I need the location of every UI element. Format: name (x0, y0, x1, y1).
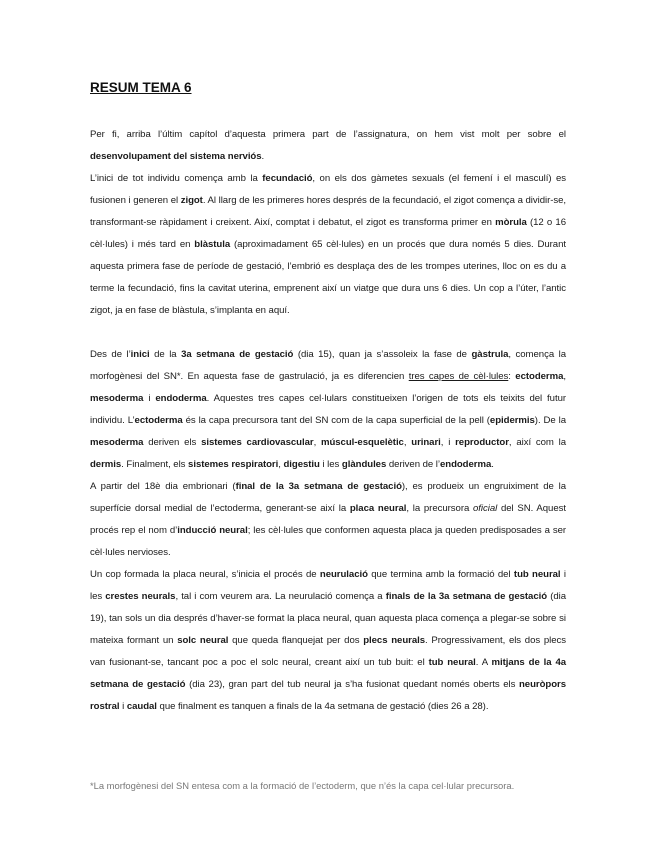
bold-text: 3a setmana de gestació (181, 349, 294, 360)
bold-text: epidermis (489, 415, 535, 426)
text-run: . Progressivament, els dos plecs van fusionant-se, tancant poc a poc el solc neural, creant així un tub buit: el (90, 635, 566, 668)
bold-text: mòrula (495, 217, 527, 228)
bold-text: crestes neurals (105, 591, 176, 602)
document-body (90, 124, 566, 718)
text-run: és la capa precursora tant del SN com de la capa superficial de la pell ( (182, 415, 490, 426)
bold-text: solc neural (177, 635, 229, 646)
text-run: . Aquestes tres capes cel·lulars constitueixen l’origen de tots els teixits del futur individu. L’ (90, 393, 567, 426)
text-run: i les (319, 459, 342, 470)
bold-text: inici (130, 349, 150, 360)
text-run: Per fi, arriba l’últim capítol d’aquesta primera part de l’assignatura, on hem vist molt per sobre el (90, 129, 566, 140)
text-run: , la precursora (406, 503, 474, 514)
bold-text: blàstula (194, 239, 231, 250)
bold-text: reproductor (455, 437, 509, 448)
text-run: ; les cèl·lules que conformen aquesta placa ja queden predisposades a ser cèl·lules nervioses. (90, 525, 567, 558)
text-run: i (143, 393, 156, 404)
text-run: . (261, 151, 265, 162)
paragraph-neural-plate (90, 476, 566, 564)
bold-text: plecs neurals (363, 635, 426, 646)
text-run: . A (475, 657, 492, 668)
bold-text: dermis (90, 459, 122, 470)
text-run: deriven els (143, 437, 202, 448)
text-run: A partir del 18è dia embrionari ( (90, 481, 236, 492)
text-run: , i (440, 437, 456, 448)
bold-text: fecundació (262, 173, 313, 184)
bold-text: zigot (180, 195, 203, 206)
text-run: , (403, 437, 412, 448)
bold-text: inducció neural (177, 525, 248, 536)
bold-text: ectoderma (134, 415, 183, 426)
text-run: , (278, 459, 284, 470)
italic-text: oficial (473, 503, 498, 514)
paragraph-gastrulation (90, 344, 566, 476)
text-run: Un cop formada la placa neural, s’inicia el procés de (90, 569, 320, 580)
paragraph-fecundation (90, 168, 566, 322)
bold-text: glàndules (341, 459, 387, 470)
text-run: . Al llarg de les primeres hores després de la fecundació, el zigot comença a dividir-se, transformant-se ràpidament i creixent. Així, comptat i debatut, el zigot es transforma primer en (90, 195, 567, 228)
text-run: ). De la (534, 415, 566, 426)
paragraph-gap (90, 322, 566, 344)
text-run: , així com la (508, 437, 567, 448)
bold-text: caudal (126, 701, 157, 712)
bold-text: neuròpors rostral (90, 679, 566, 712)
text-run: L’inici de tot individu comença amb la (90, 173, 263, 184)
bold-text: tub neural (428, 657, 476, 668)
bold-text: mitjans de la 4a setmana de gestació (90, 657, 567, 690)
text-run: del SN. Aquest procés rep el nom d’ (90, 503, 566, 536)
text-run: . Finalment, els (121, 459, 189, 470)
bold-text: mesoderma (90, 437, 144, 448)
text-run: de la (149, 349, 182, 360)
bold-text: tub neural (513, 569, 561, 580)
bold-text: gàstrula (471, 349, 509, 360)
paragraph-neurulation (90, 564, 566, 718)
text-run: , comença la morfogènesi del SN*. En aquesta fase de gastrulació, ja es diferencien (90, 349, 566, 382)
bold-text: múscul-esquelètic (320, 437, 404, 448)
text-run: i les (90, 569, 567, 602)
bold-text: final de la 3a setmana de gestació (235, 481, 402, 492)
text-run: Des de l’ (90, 349, 131, 360)
bold-text: urinari (411, 437, 441, 448)
bold-text: neurulació (319, 569, 368, 580)
footnote: *La morfogènesi del SN entesa com a la formació de l’ectoderm, que n’és la capa cel·lular precursora. (90, 780, 515, 791)
bold-text: ectoderma (515, 371, 564, 382)
text-run: (dia 19), tan sols un dia després d’haver-se format la placa neural, quan aquesta placa comença a plegar-se sobre si mateixa formant un (90, 591, 566, 646)
text-run: , (313, 437, 321, 448)
text-run: (aproximadament 65 cèl·lules) en un procés que dura només 5 dies. Durant aquesta primera fase de període de gestació, l’embrió es desplaça des de les trompes uterines, lloc on es du a terme la fecundació, fins la cavitat uterina, emprenent així un viatge que dura uns 6 dies. Un cop a l’úter, l’antic zigot, ja en fase de blàstula, s’implanta en aquí. (90, 239, 566, 316)
bold-text: digestiu (283, 459, 320, 470)
text-run: , (563, 371, 566, 382)
bold-text: sistemes respiratori (188, 459, 279, 470)
text-run: deriven de l’ (386, 459, 440, 470)
bold-text: desenvolupament del sistema nerviós (90, 151, 262, 162)
bold-text: mesoderma (90, 393, 144, 404)
paragraph-intro (90, 124, 566, 168)
underlined-text: tres capes de cèl·lules (408, 371, 509, 382)
text-run: , on els dos gàmetes sexuals (el femení i el masculí) es fusionen i generen el (90, 173, 566, 206)
text-run: que finalment es tanquen a finals de la 4a setmana de gestació (dies 26 a 28). (156, 701, 489, 712)
text-run: que queda flanquejat per dos (228, 635, 364, 646)
text-run: : (508, 371, 516, 382)
text-run: ), es produeix un engruiximent de la superfície dorsal medial de l’ectoderma, generant-se així la (90, 481, 566, 514)
bold-text: endoderma (439, 459, 492, 470)
text-run: . (491, 459, 494, 470)
text-run: i (119, 701, 127, 712)
bold-text: finals de la 3a setmana de gestació (385, 591, 548, 602)
text-run: , tal i com veurem ara. La neurulació comença a (175, 591, 386, 602)
text-run: (12 o 16 cèl·lules) i més tard en (90, 217, 567, 250)
text-run: (dia 15), quan ja s’assoleix la fase de (293, 349, 472, 360)
bold-text: placa neural (349, 503, 407, 514)
text-run: (dia 23), gran part del tub neural ja s’ha fusionat quedant només oberts els (185, 679, 519, 690)
bold-text: sistemes cardiovascular (201, 437, 314, 448)
bold-text: endoderma (155, 393, 207, 404)
text-run: que termina amb la formació del (367, 569, 514, 580)
document-title: RESUM TEMA 6 (90, 80, 192, 95)
